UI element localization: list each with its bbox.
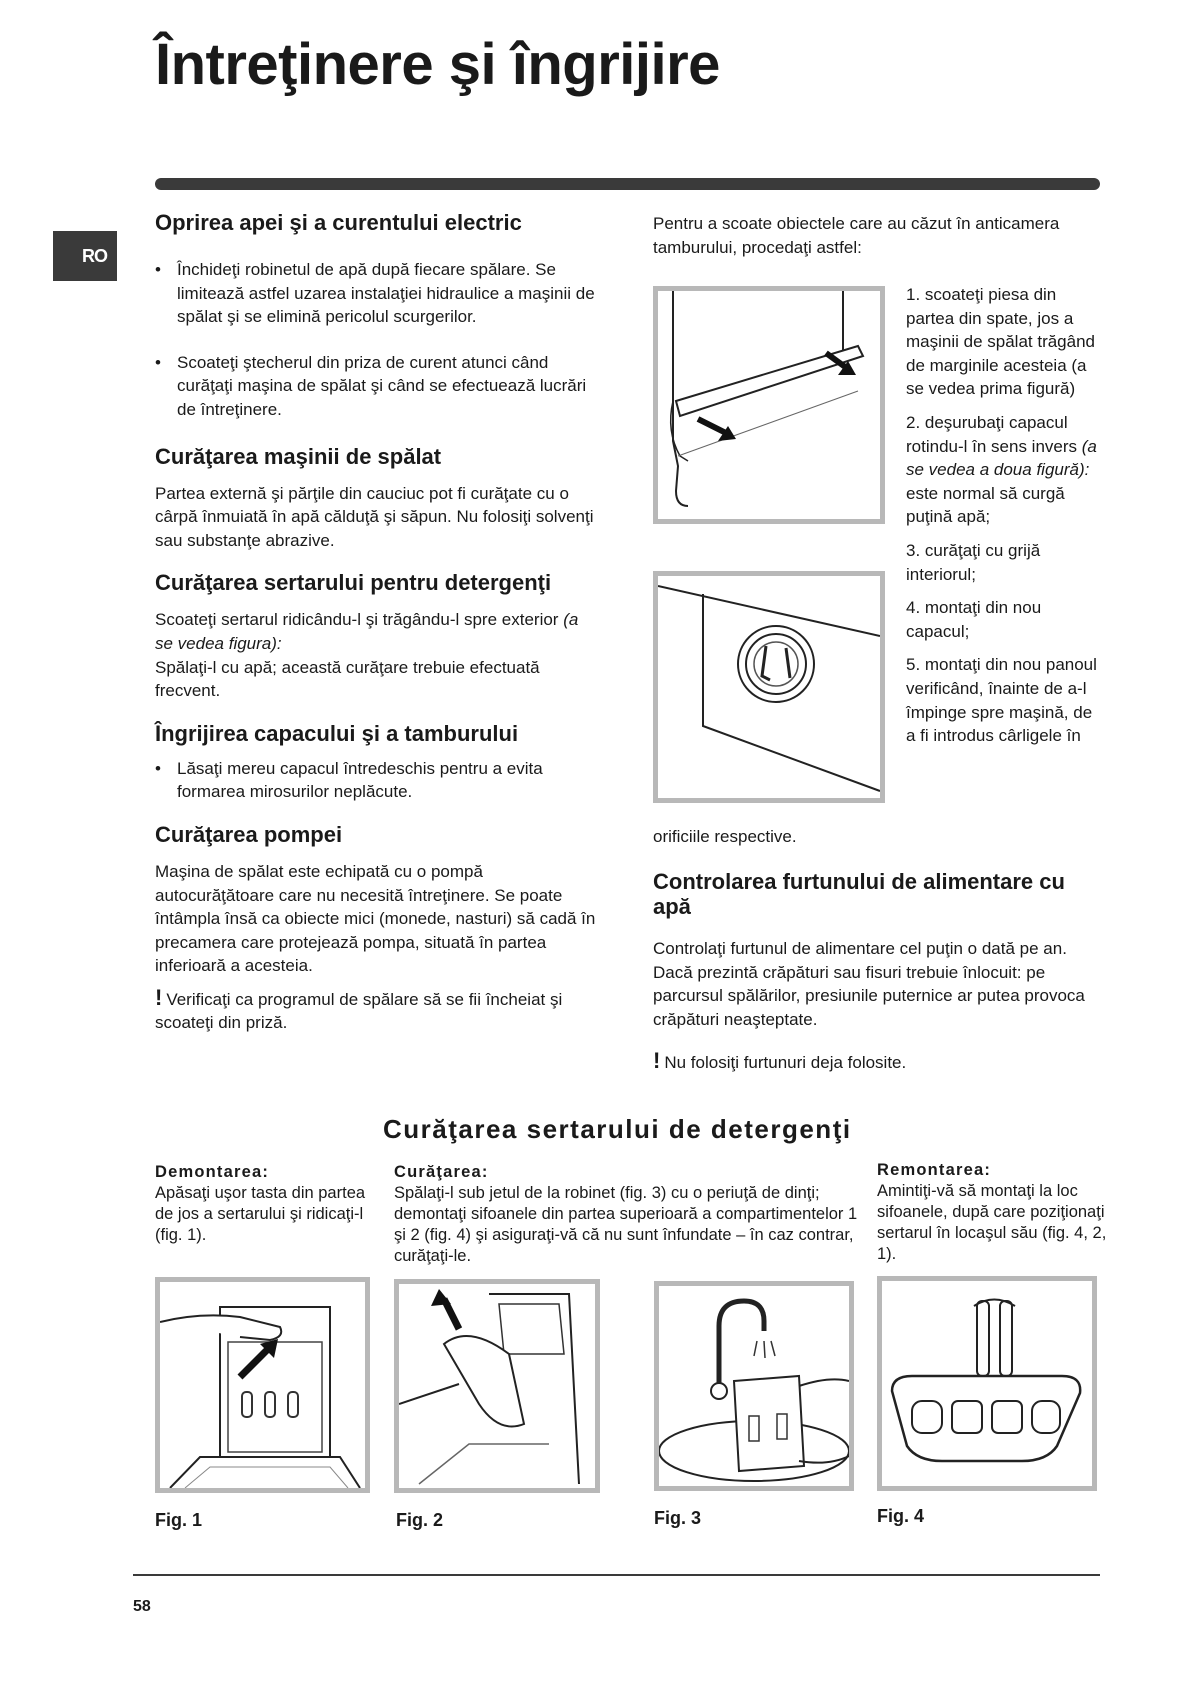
drawer-lift-illustration xyxy=(399,1284,595,1488)
figure-1-caption: Fig. 1 xyxy=(155,1510,203,1530)
figure-4 xyxy=(877,1276,1097,1491)
step-2-a: 2. deşurubaţi capacul rotindu-l în sens invers xyxy=(906,412,1078,456)
step-5-continuation: orificiile respective. xyxy=(653,827,797,846)
bullet-lid-open: • Lăsaţi mereu capacul întredeschis pentru a evita formarea mirosurilor neplăcute. xyxy=(155,757,600,804)
page-number: 58 xyxy=(133,1598,151,1615)
step-2-b: este normal să curgă puţină apă; xyxy=(906,483,1065,527)
pump-figure-cap xyxy=(653,571,885,803)
text-clean-drawer-a: Scoateţi sertarul ridicându-l şi trăgându-l spre exterior xyxy=(155,610,559,630)
siphons-illustration xyxy=(882,1281,1092,1486)
language-tab: RO xyxy=(53,231,117,281)
text-pump: Maşina de spălat este echipată cu o pompă autocurăţătoare care nu necesită întreţinere. Se poate întâmpla însă ca obiecte mici (monede, nasturi) să cadă în precamera care protejează pompa, situată în partea inferioară a acesteia. xyxy=(155,861,596,976)
left-column xyxy=(155,210,600,1035)
bullet-close-tap: • Închideţi robinetul de apă după fiecare spălare. Se limitează astfel uzarea instalaţiei hidraulice a maşinii de spălat şi se elimină pericolul scurgerilor. xyxy=(155,258,600,329)
drawer-step-clean-title: Curăţarea: xyxy=(394,1163,489,1181)
drawer-section-title: Curăţarea sertarului de detergenţi xyxy=(383,1114,852,1144)
drawer-step-clean xyxy=(394,1162,859,1267)
drawer-step-refit-text: Amintiţi-vă să montaţi la loc sifoanele, după care poziţionaţi sertarul în locaşul său (fig. 4, 2, 1). xyxy=(877,1182,1107,1263)
warning-hose xyxy=(653,1049,1098,1075)
step-1: 1. scoateţi piesa din partea din spate, jos a maşinii de spălat trăgând de marginile acesteia (a se vedea prima figură) xyxy=(906,285,1096,399)
drawer-step-remove xyxy=(155,1162,370,1246)
warning-hose-text: Nu folosiţi furtunuri deja folosite. xyxy=(664,1053,907,1073)
drawer-step-remove-text: Apăsaţi uşor tasta din partea de jos a sertarului şi ridicaţi-l (fig. 1). xyxy=(155,1184,366,1244)
figure-3 xyxy=(654,1281,854,1491)
heading-hose: Controlarea furtunului de alimentare cu apă xyxy=(653,869,1065,919)
header-divider xyxy=(155,178,1100,190)
heading-lid-drum: Îngrijirea capacului şi a tamburului xyxy=(155,720,519,746)
figure-1 xyxy=(155,1277,370,1493)
step-3: 3. curăţaţi cu grijă interiorul; xyxy=(906,540,1041,584)
pump-steps xyxy=(906,283,1101,748)
hose-section xyxy=(653,869,1098,1075)
footer-divider xyxy=(133,1574,1100,1576)
drawer-removal-illustration xyxy=(160,1282,365,1488)
heading-pump: Curăţarea pompei xyxy=(155,821,343,847)
pump-figure-panel xyxy=(653,286,885,524)
figure-3-caption: Fig. 3 xyxy=(654,1508,702,1528)
cap-unscrew-illustration xyxy=(658,576,880,798)
warning-icon: ! xyxy=(653,1048,661,1074)
heading-clean-drawer: Curăţarea sertarului pentru detergenţi xyxy=(155,570,552,596)
text-hose: Controlaţi furtunul de alimentare cel puţin o dată pe an. Dacă prezintă crăpături sau fisuri trebuie înlocuit: pe parcursul spălărilor, presiunile puternice ar putea provoca crăpături neaşteptate. xyxy=(653,939,1085,1029)
text-clean-drawer-ref: (a se vedea figura): xyxy=(155,610,579,653)
text-clean-machine: Partea externă şi părţile din cauciuc pot fi curăţate cu o cârpă înmuiată în apă călduţă şi săpun. Nu folosiţi solvenţi sau substanţe abrazive. xyxy=(155,483,594,550)
figure-2 xyxy=(394,1279,600,1493)
drawer-rinse-illustration xyxy=(659,1286,849,1486)
heading-water-power: Oprirea apei şi a curentului electric xyxy=(155,210,522,235)
warning-pump xyxy=(155,986,600,1035)
panel-removal-illustration xyxy=(658,291,880,519)
step-5: 5. montaţi din nou panoul verificând, înainte de a-l împinge spre maşină, de a fi introdus cârligele în xyxy=(906,655,1097,746)
step-2 xyxy=(906,411,1101,529)
bullet-unplug: • Scoateţi ştecherul din priza de curent atunci când curăţaţi maşina de spălat şi când se efectuează lucrări de întreţinere. xyxy=(155,351,600,422)
heading-clean-machine: Curăţarea maşinii de spălat xyxy=(155,443,442,469)
step-2-ref: (a se vedea a doua figură): xyxy=(906,436,1097,480)
drawer-step-refit xyxy=(877,1160,1107,1265)
drawer-step-refit-title: Remontarea: xyxy=(877,1161,992,1179)
text-clean-drawer-b: Spălaţi-l cu apă; această curăţare trebuie efectuată frecvent. xyxy=(155,657,540,701)
warning-icon: ! xyxy=(155,984,163,1010)
warning-pump-text: Verificaţi ca programul de spălare să se fii încheiat şi scoateţi din priză. xyxy=(155,989,563,1033)
drawer-step-remove-title: Demontarea: xyxy=(155,1163,270,1181)
figure-2-caption: Fig. 2 xyxy=(396,1510,444,1530)
drawer-step-clean-text: Spălaţi-l sub jetul de la robinet (fig. 3) cu o periuţă de dinţi; demontaţi sifoanele din partea superioară a compartimentelor 1 şi 2 (fig. 4) şi asiguraţi-vă că nu sunt înfundate – în caz contrar, curăţaţi-le. xyxy=(394,1184,858,1265)
page-title: Întreţinere şi îngrijire xyxy=(155,32,720,97)
figure-4-caption: Fig. 4 xyxy=(877,1506,925,1526)
step-4: 4. montaţi din nou capacul; xyxy=(906,598,1042,641)
pump-intro: Pentru a scoate obiectele care au căzut în anticamera tamburului, procedaţi astfel: xyxy=(653,214,1060,257)
text-clean-drawer xyxy=(155,608,600,702)
